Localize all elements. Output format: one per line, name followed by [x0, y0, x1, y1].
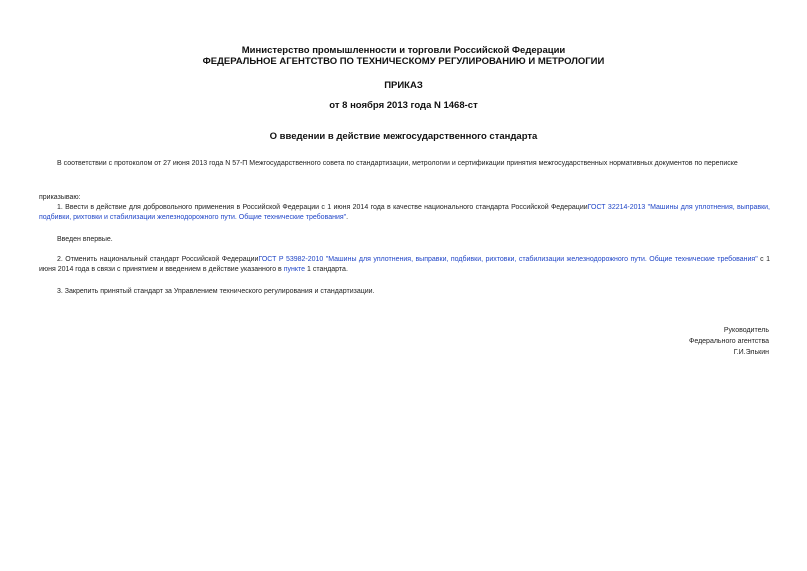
item-2-end: 1 стандарта. [305, 266, 348, 273]
intro-paragraph: В соответствии с протоколом от 27 июня 2013 года N 57-П Межгосударственного совета по стандартизации, метрологии и сертификации принятия межгосударственных нормативных документов по переписке [57, 160, 738, 167]
ministry-name: Министерство промышленности и торговли Российской Федерации [241, 45, 566, 56]
item-3-paragraph: 3. Закрепить принятый стандарт за Управлением технического регулирования и стандартизации. [57, 288, 375, 295]
item-2-middle: с 1 июня 2014 года в связи с принятием и введением в действие указанного в [39, 256, 770, 273]
signatory-position: Руководитель [723, 327, 769, 334]
gost-32214-link[interactable]: ГОСТ 32214-2013 "Машины для уплотнения, выправки, подбивки, рихтовки и стабилизации железнодорожного пути. Общие технические требования" [39, 204, 770, 221]
item-1-reference-link[interactable]: пункте [283, 266, 306, 273]
agency-name: ФЕДЕРАЛЬНОЕ АГЕНТСТВО ПО ТЕХНИЧЕСКОМУ РЕГУЛИРОВАНИЮ И МЕТРОЛОГИИ [202, 56, 605, 67]
item-1-text: 1. Ввести в действие для добровольного применения в Российской Федерации с 1 июня 2014 года в качестве национального стандарта Российской Федерации [57, 204, 588, 211]
introduced-first-note: Введен впервые. [57, 236, 113, 243]
document-date-number: от 8 ноября 2013 года N 1468-ст [329, 100, 478, 111]
gost-r-53982-link[interactable]: ГОСТ Р 53982-2010 "Машины для уплотнения, выправки, подбивки, рихтовки, стабилизации железнодорожного пути. Общие технические требования" [258, 256, 758, 263]
item-2-text: 2. Отменить национальный стандарт Российской Федерации [57, 256, 259, 263]
item-1-end: . [346, 214, 349, 221]
signatory-name: Г.И.Элькин [733, 349, 769, 356]
item-1-paragraph [39, 203, 770, 223]
document-type: ПРИКАЗ [384, 80, 423, 91]
signatory-organization: Федерального агентства [689, 338, 769, 345]
order-word: приказываю: [39, 194, 81, 201]
item-2-paragraph [39, 255, 770, 275]
document-title: О введении в действие межгосударственного стандарта [269, 131, 538, 142]
